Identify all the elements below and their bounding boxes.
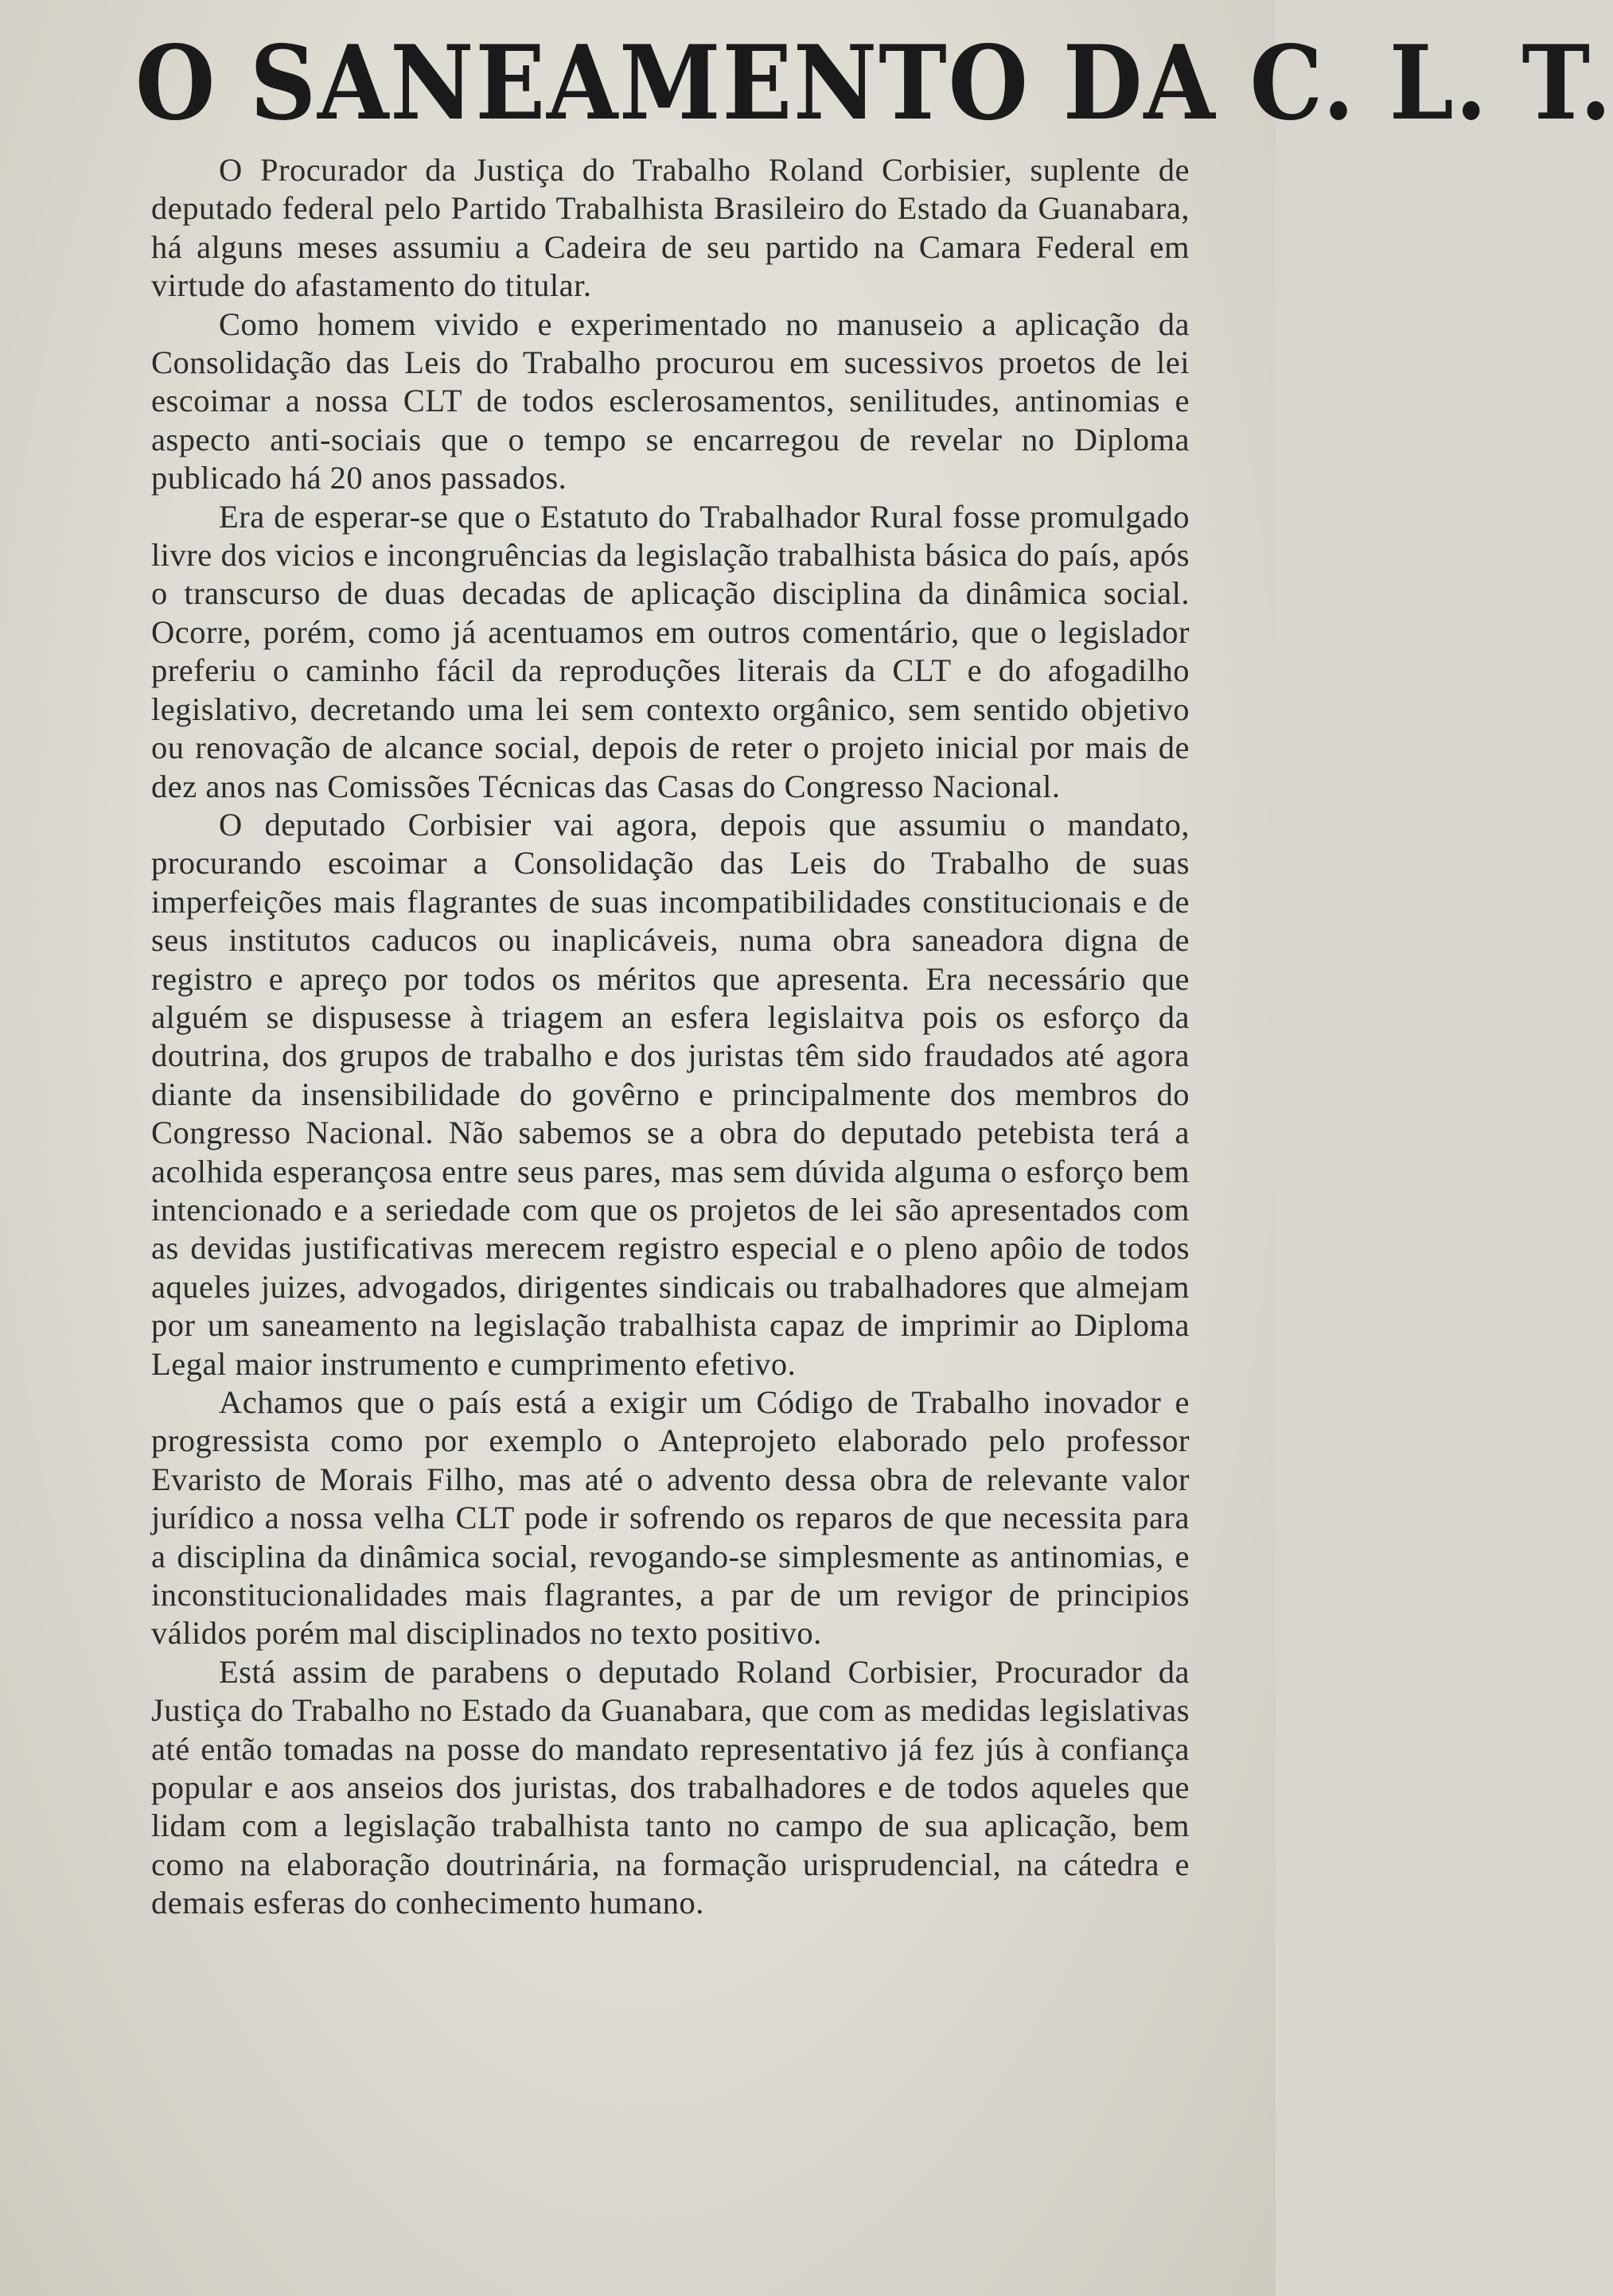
article-body xyxy=(151,151,1190,1923)
article-paragraph: O deputado Corbisier vai agora, depois que assumiu o mandato, procurando escoimar a Consolidação das Leis do Trabalho de suas imperfeições mais flagrantes de suas incompatibilidades constitucionais e de seus institutos caducos ou inaplicáveis, numa obra saneadora digna de registro e apreço por todos os méritos que apresenta. Era necessário que alguém se dispusesse à triagem an esfera legislaitva pois os esforço da doutrina, dos grupos de trabalho e dos juristas têm sido fraudados até agora diante da insensibilidade do govêrno e principalmente dos membros do Congresso Nacional. Não sabemos se a obra do deputado petebista terá a acolhida esperançosa entre seus pares, mas sem dúvida alguma o esforço bem intencionado e a seriedade com que os projetos de lei são apresentados com as devidas justificativas merecem registro especial e o pleno apôio de todos aqueles juizes, advogados, dirigentes sindicais ou trabalhadores que almejam por um saneamento na legislação trabalhista capaz de imprimir ao Diploma Legal maior instrumento e cumprimento efetivo. xyxy=(151,806,1190,1382)
article-title: O SANEAMENTO DA C. L. T. xyxy=(135,24,1613,143)
article-paragraph: Achamos que o país está a exigir um Código de Trabalho inovador e progressista como por exemplo o Anteprojeto elaborado pelo professor Evaristo de Morais Filho, mas até o advento dessa obra de relevante valor jurídico a nossa velha CLT pode ir sofrendo os reparos de que necessita para a disciplina da dinâmica social, revogando-se simplesmente as antinomias, e inconstitucionalidades mais flagrantes, a par de um revigor de principios válidos porém mal disciplinados no texto positivo. xyxy=(151,1384,1190,1652)
article-paragraph: O Procurador da Justiça do Trabalho Roland Corbisier, suplente de deputado federal pelo Partido Trabalhista Brasileiro do Estado da Guanabara, há alguns meses assumiu a Cadeira de seu partido na Camara Federal em virtude do afastamento do titular. xyxy=(151,152,1190,304)
article-paragraph: Era de esperar-se que o Estatuto do Trabalhador Rural fosse promulgado livre dos vicios e incongruências da legislação trabalhista básica do país, após o transcurso de duas decadas de aplicação disciplina da dinâmica social. Ocorre, porém, como já acentuamos em outros comentário, que o legislador preferiu o caminho fácil da reproduções literais da CLT e do afogadilho legislativo, decretando uma lei sem contexto orgânico, sem sentido objetivo ou renovação de alcance social, depois de reter o projeto inicial por mais de dez anos nas Comissões Técnicas das Casas do Congresso Nacional. xyxy=(151,498,1190,804)
article-paragraph: Como homem vivido e experimentado no manuseio a aplicação da Consolidação das Leis do Trabalho procurou em sucessivos proetos de lei escoimar a nossa CLT de todos esclerosamentos, senilitudes, antinomias e aspecto anti-sociais que o tempo se encarregou de revelar no Diploma publicado há 20 anos passados. xyxy=(151,305,1190,496)
article-paragraph: Está assim de parabens o deputado Roland Corbisier, Procurador da Justiça do Trabalho no Estado da Guanabara, que com as medidas legislativas até então tomadas na posse do mandato representativo já fez jús à confiança popular e aos anseios dos juristas, dos trabalhadores e de todos aqueles que lidam com a legislação trabalhista tanto no campo de sua aplicação, bem como na elaboração doutrinária, na formação urisprudencial, na cátedra e demais esferas do conhecimento humano. xyxy=(151,1653,1190,1921)
